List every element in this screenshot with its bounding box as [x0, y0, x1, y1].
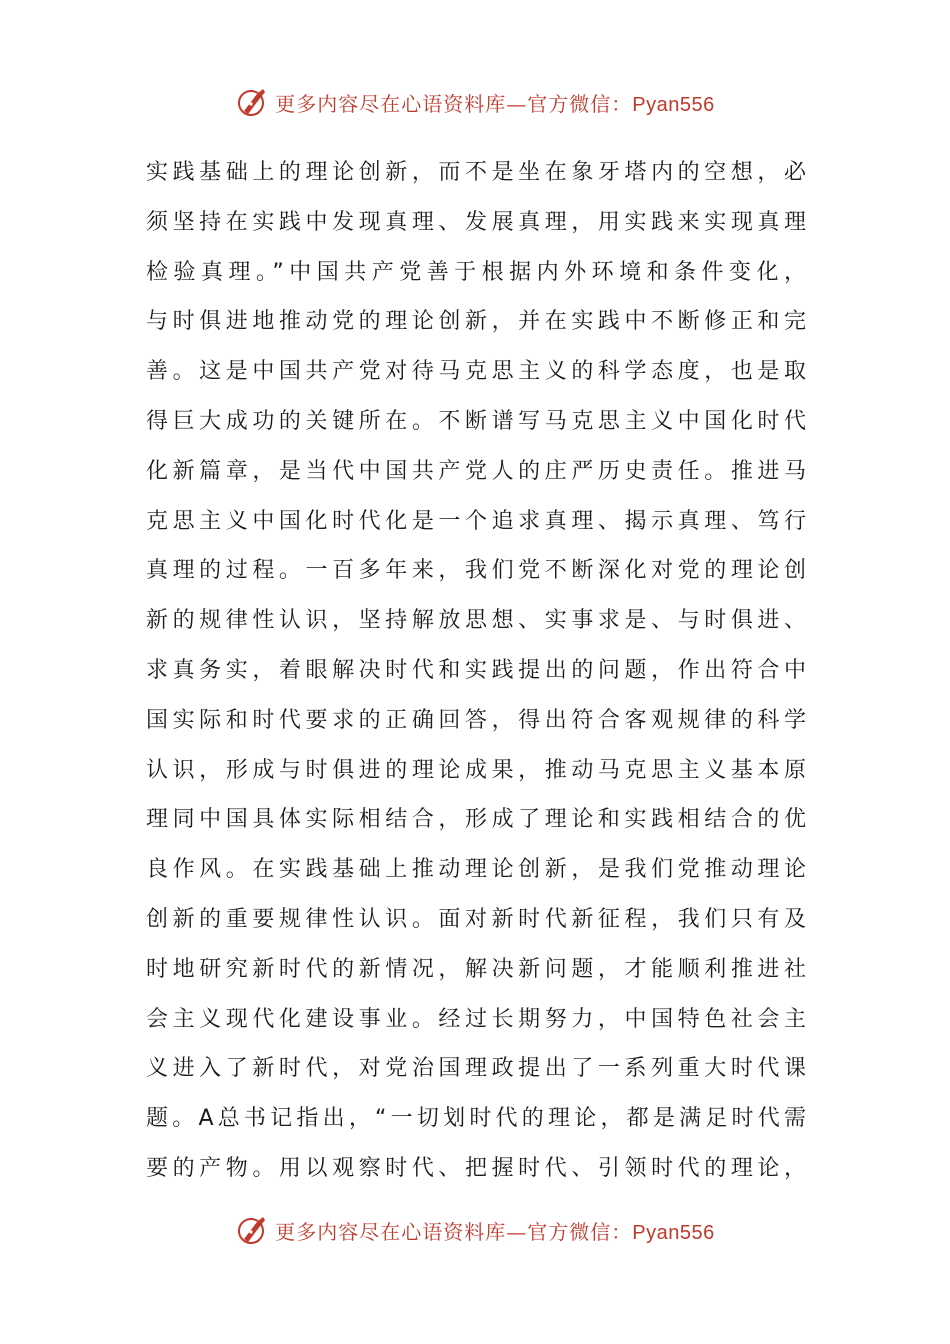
text-line: 认识，形成与时俱进的理论成果，推动马克思主义基本原 [146, 757, 806, 783]
banner-label: 更多内容尽在心语资料库—官方微信： [275, 91, 633, 116]
text-line: 求真务实，着眼解决时代和实践提出的问题，作出符合中 [146, 657, 806, 683]
text-line: 题。A总书记指出，“一切划时代的理论，都是满足时代需 [146, 1106, 806, 1132]
text-line: 会主义现代化建设事业。经过长期努力，中国特色社会主 [146, 1006, 806, 1032]
text-line: 新的规律性认识，坚持解放思想、实事求是、与时俱进、 [146, 608, 806, 634]
text-line: 检验真理。”中国共产党善于根据内外环境和条件变化， [146, 259, 806, 285]
text-line: 善。这是中国共产党对待马克思主义的科学态度，也是取 [146, 359, 806, 385]
text-line: 真理的过程。一百多年来，我们党不断深化对党的理论创 [146, 558, 806, 584]
banner-wechat-id: Pyan556 [632, 1221, 715, 1244]
text-line: 得巨大成功的关键所在。不断谱写马克思主义中国化时代 [146, 408, 806, 434]
banner-text [275, 88, 714, 117]
pen-nib-circle-icon [235, 1213, 269, 1247]
footer-banner [0, 1210, 950, 1250]
pen-nib-circle-icon [235, 85, 269, 119]
text-line: 国实际和时代要求的正确回答，得出符合客观规律的科学 [146, 707, 806, 733]
header-banner [0, 82, 950, 122]
text-line: 良作风。在实践基础上推动理论创新，是我们党推动理论 [146, 857, 806, 883]
text-line: 创新的重要规律性认识。面对新时代新征程，我们只有及 [146, 906, 806, 932]
text-line: 时地研究新时代的新情况，解决新问题，才能顺利推进社 [146, 956, 806, 982]
text-line: 须坚持在实践中发现真理、发展真理，用实践来实现真理 [146, 209, 806, 235]
text-line: 要的产物。用以观察时代、把握时代、引领时代的理论， [146, 1155, 806, 1181]
text-line: 实践基础上的理论创新，而不是坐在象牙塔内的空想，必 [146, 160, 806, 185]
body-paragraph [146, 148, 806, 1194]
banner-text [275, 1216, 714, 1245]
banner-label: 更多内容尽在心语资料库—官方微信： [275, 1219, 633, 1244]
text-line: 化新篇章，是当代中国共产党人的庄严历史责任。推进马 [146, 458, 806, 484]
text-line: 与时俱进地推动党的理论创新，并在实践中不断修正和完 [146, 309, 806, 335]
text-line: 克思主义中国化时代化是一个追求真理、揭示真理、笃行 [146, 508, 806, 534]
text-line: 义进入了新时代，对党治国理政提出了一系列重大时代课 [146, 1056, 806, 1082]
text-line: 理同中国具体实际相结合，形成了理论和实践相结合的优 [146, 807, 806, 833]
banner-wechat-id: Pyan556 [632, 93, 715, 116]
